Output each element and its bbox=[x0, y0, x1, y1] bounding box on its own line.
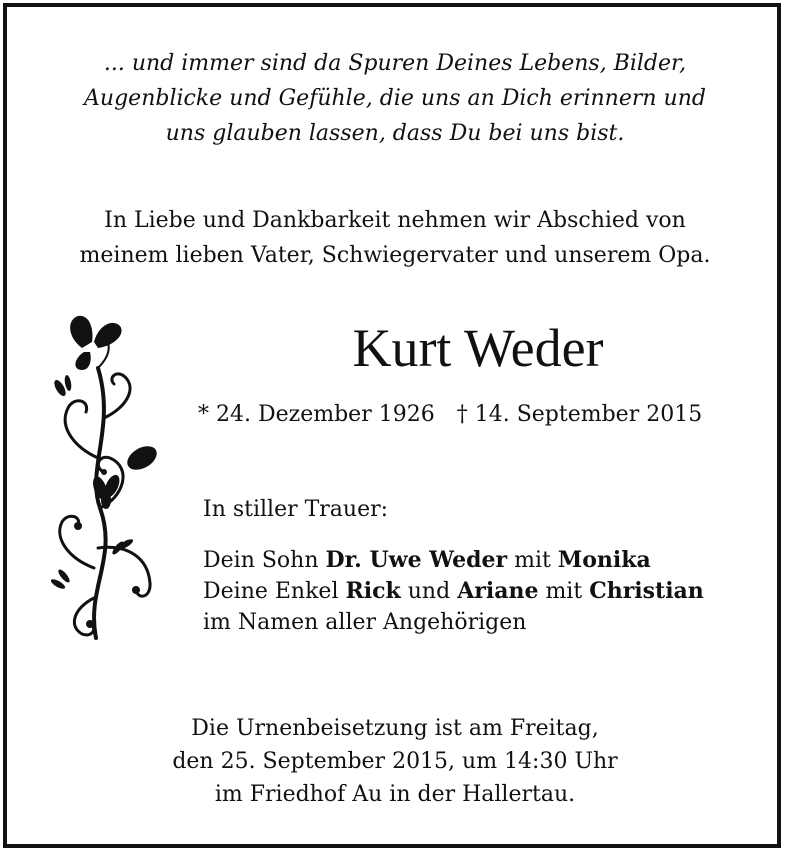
mourner-text: Dein Sohn bbox=[203, 548, 326, 573]
mourner-name: Ariane bbox=[457, 578, 539, 604]
farewell-text bbox=[0, 203, 790, 273]
mourner-name: Christian bbox=[589, 578, 704, 604]
butterfly-vine-icon bbox=[38, 308, 168, 648]
funeral-notice bbox=[0, 712, 790, 811]
death-date: † 14. September 2015 bbox=[456, 402, 703, 427]
birth-date: * 24. Dezember 1926 bbox=[198, 402, 435, 427]
poem-line: uns glauben lassen, dass Du bei uns bist. bbox=[165, 121, 625, 146]
farewell-line: In Liebe und Dankbarkeit nehmen wir Abschied von bbox=[104, 208, 686, 233]
poem-line: ... und immer sind da Spuren Deines Lebens, Bilder, bbox=[103, 51, 687, 76]
mourner-line: im Namen aller Angehörigen bbox=[203, 610, 527, 635]
mourner-text: mit bbox=[538, 579, 590, 604]
poem-line: Augenblicke und Gefühle, die uns an Dich erinnern und bbox=[84, 86, 706, 111]
mourner-text: Deine Enkel bbox=[203, 579, 346, 604]
funeral-line: den 25. September 2015, um 14:30 Uhr bbox=[172, 749, 618, 774]
mourner-line bbox=[203, 545, 704, 576]
mourning-heading: In stiller Trauer: bbox=[203, 497, 389, 522]
life-dates bbox=[198, 400, 702, 430]
mourner-text: mit bbox=[507, 548, 558, 573]
mourner-text: und bbox=[400, 579, 458, 604]
farewell-line: meinem lieben Vater, Schwiegervater und unserem Opa. bbox=[79, 243, 711, 268]
funeral-line: Die Urnenbeisetzung ist am Freitag, bbox=[191, 716, 599, 741]
deceased-name: Kurt Weder bbox=[352, 318, 604, 378]
mourner-name: Dr. Uwe Weder bbox=[325, 547, 508, 573]
mourners-list bbox=[203, 545, 704, 638]
poem bbox=[0, 46, 790, 151]
mourner-line bbox=[203, 576, 704, 607]
mourner-name: Monika bbox=[557, 547, 651, 573]
mourner-name: Rick bbox=[345, 578, 401, 604]
funeral-line: im Friedhof Au in der Hallertau. bbox=[214, 782, 576, 807]
